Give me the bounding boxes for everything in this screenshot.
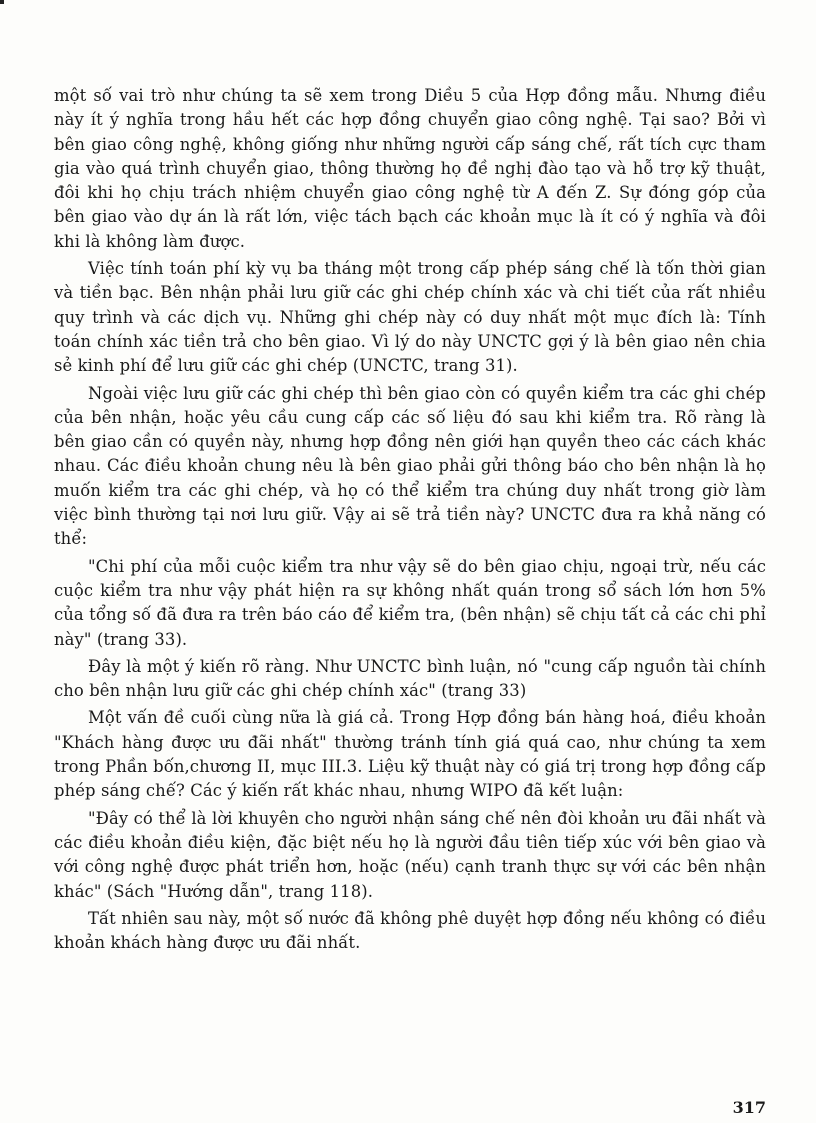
page-number: 317 [732, 1098, 766, 1117]
paragraph-2: Việc tính toán phí kỳ vụ ba tháng một trong cấp phép sáng chế là tốn thời gian và tiền bạc. Bên nhận phải lưu giữ các ghi chép chính xác và chi tiết của rất nhiều quy trình và các dịch vụ. Những ghi chép này có duy nhất một mục đích là: Tính toán chính xác tiền trả cho bên giao. Vì lý do này UNCTC gợi ý là bên giao nên chia sẻ kinh phí để lưu giữ các ghi chép (UNCTC, trang 31). [54, 259, 766, 376]
quote-1: "Chi phí của mỗi cuộc kiểm tra như vậy sẽ do bên giao chịu, ngoại trừ, nếu các cuộc kiểm tra như vậy phát hiện ra sự không nhất quán trong sổ sách lớn hơn 5% của tổng số đã đưa ra trên báo cáo để kiểm tra, (bên nhận) sẽ chịu tất cả các chi phỉ này" (trang 33). [54, 556, 766, 649]
quote-2: "Đây có thể là lời khuyên cho người nhận sáng chế nên đòi khoản ưu đãi nhất và các điều khoản điều kiện, đặc biệt nếu họ là người đầu tiên tiếp xúc với bên giao và với công nghệ được phát triển hơn, hoặc (nếu) cạnh tranh thực sự với các bên nhận khác" (Sách "Hướng dẫn", trang 118). [54, 808, 766, 901]
page-body [54, 84, 766, 955]
paragraph-6: Tất nhiên sau này, một số nước đã không phê duyệt hợp đồng nếu không có điều khoản khách hàng được ưu đãi nhất. [54, 908, 766, 953]
paragraph-1: một số vai trò như chúng ta sẽ xem trong Diều 5 của Hợp đồng mẫu. Nhưng điều này ít ý nghĩa trong hầu hết các hợp đồng chuyển giao công nghệ. Tại sao? Bởi vì bên giao công nghệ, không giống như những người cấp sáng chế, rất tích cực tham gia vào quá trình chuyển giao, thông thường họ đề nghị đào tạo và hỗ trợ kỹ thuật, đôi khi họ chịu trách nhiệm chuyển giao công nghệ từ A đến Z. Sự đóng góp của bên giao vào dự án là rất lớn, việc tách bạch các khoản mục là ít có ý nghĩa và đôi khi là không làm được. [54, 86, 766, 251]
paragraph-4: Đây là một ý kiến rõ ràng. Như UNCTC bình luận, nó "cung cấp nguồn tài chính cho bên nhận lưu giữ các ghi chép chính xác" (trang 33) [54, 656, 766, 701]
scan-corner-mark [0, 0, 4, 4]
paragraph-5: Một vấn đề cuối cùng nữa là giá cả. Trong Hợp đồng bán hàng hoá, điều khoản "Khách hàng được ưu đãi nhất" thường tránh tính giá quá cao, như chúng ta xem trong Phần bốn,chương II, mục III.3. Liệu kỹ thuật này có giá trị trong hợp đồng cấp phép sáng chế? Các ý kiến rất khác nhau, nhưng WIPO đã kết luận: [54, 708, 766, 801]
paragraph-3: Ngoài việc lưu giữ các ghi chép thì bên giao còn có quyền kiểm tra các ghi chép của bên nhận, hoặc yêu cầu cung cấp các số liệu đó sau khi kiểm tra. Rõ ràng là bên giao cần có quyền này, nhưng hợp đồng nên giới hạn quyền theo các cách khác nhau. Các điều khoản chung nêu là bên giao phải gửi thông báo cho bên nhận là họ muốn kiểm tra các ghi chép, và họ có thể kiểm tra chúng duy nhất trong giờ làm việc bình thường tại nơi lưu giữ. Vậy ai sẽ trả tiền này? UNCTC đưa ra khả năng có thể: [54, 383, 766, 549]
